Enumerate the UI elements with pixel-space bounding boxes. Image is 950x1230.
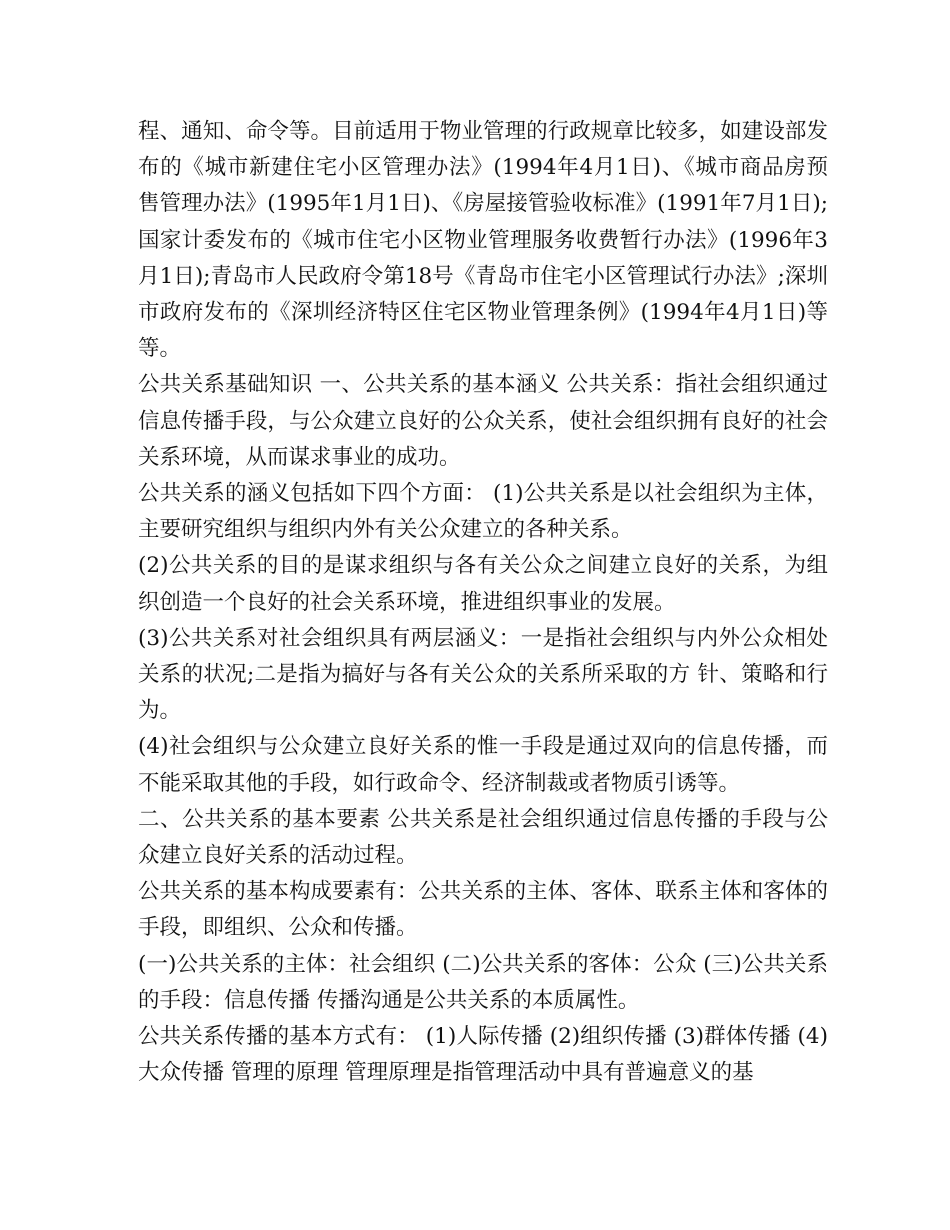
paragraph-pr-basic-elements: 二、公共关系的基本要素 公共关系是社会组织通过信息传播的手段与公众建立良好关系的活动过程。	[138, 806, 828, 869]
paragraph-pr-components: 公共关系的基本构成要素有：公共关系的主体、客体、联系主体和客体的手段，即组织、公众和传播。	[138, 879, 828, 941]
paragraph-pr-communication-modes: 公共关系传播的基本方式有： (1)人际传播 (2)组织传播 (3)群体传播 (4)大众传播 管理的原理 管理原理是指管理活动中具有普遍意义的基	[138, 1024, 828, 1086]
paragraph-regulations: 程、通知、命令等。目前适用于物业管理的行政规章比较多，如建设部发布的《城市新建住宅小区管理办法》(1994年4月1日)、《城市商品房预售管理办法》(1995年1月1日)、《房屋接管验收标准》(1991年7月1日);国家计委发布的《城市住宅小区物业管理服务收费暂行办法》(1996年3月1日);青岛市人民政府令第18号《青岛市住宅小区管理试行办法》;深圳市政府发布的《深圳经济特区住宅区物业管理条例》(1994年4月1日)等等。	[138, 119, 828, 362]
paragraph-pr-aspect-4: (4)社会组织与公众建立良好关系的惟一手段是通过双向的信息传播，而不能采取其他的手段，如行政命令、经济制裁或者物质引诱等。	[138, 734, 828, 796]
paragraph-pr-aspect-2: (2)公共关系的目的是谋求组织与各有关公众之间建立良好的关系，为组织创造一个良好的社会关系环境，推进组织事业的发展。	[138, 553, 828, 615]
paragraph-pr-subject-object-means: (一)公共关系的主体：社会组织 (二)公共关系的客体：公众 (三)公共关系的手段：信息传播 传播沟通是公共关系的本质属性。	[138, 951, 828, 1013]
paragraph-pr-aspect-3: (3)公共关系对社会组织具有两层涵义：一是指社会组织与内外公众相处关系的状况;二是指为搞好与各有关公众的关系所采取的方 针、策略和行为。	[138, 625, 828, 724]
paragraph-pr-four-aspects: 公共关系的涵义包括如下四个方面： (1)公共关系是以社会组织为主体，主要研究组织与组织内外有关公众建立的各种关系。	[138, 481, 828, 543]
paragraph-pr-definition: 公共关系基础知识 一、公共关系的基本涵义 公共关系：指社会组织通过信息传播手段，与公众建立良好的公众关系，使社会组织拥有良好的社会关系环境，从而谋求事业的成功。	[138, 372, 828, 470]
document-body	[138, 114, 828, 1091]
